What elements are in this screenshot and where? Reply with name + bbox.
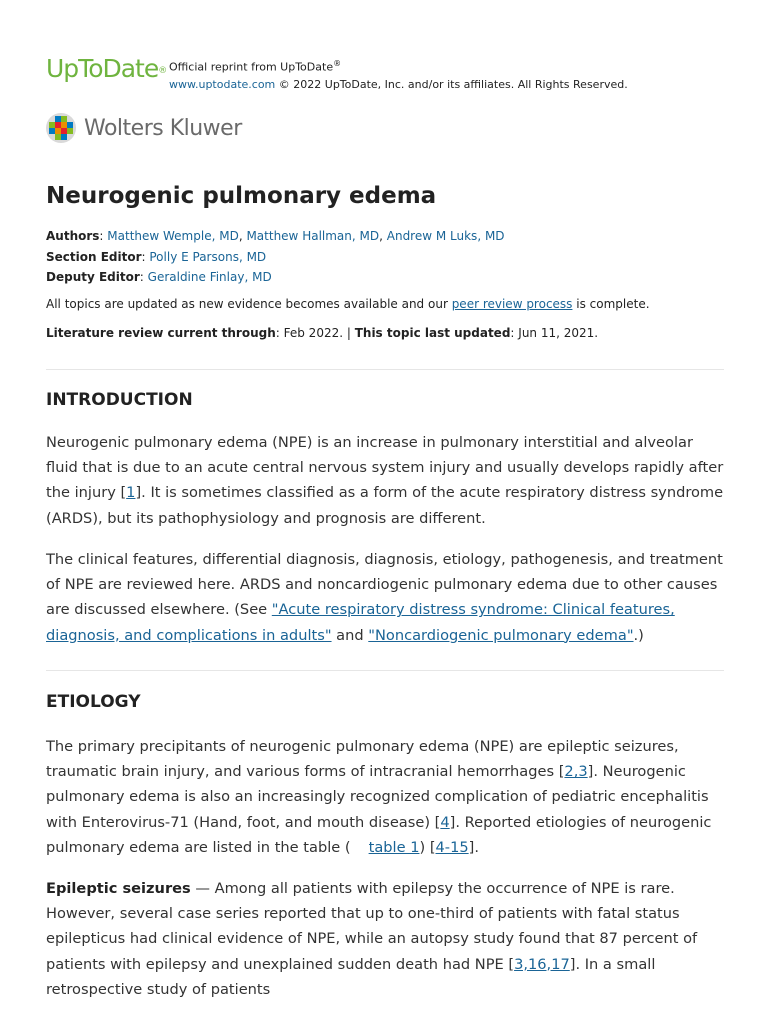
- section-divider: [46, 670, 724, 671]
- topic-link-ards[interactable]: "Acute respiratory distress syndrome: Clinical features, diagnosis, and complications in adults": [46, 601, 675, 644]
- peer-review-link[interactable]: peer review process: [451, 297, 573, 311]
- paragraph-text: The clinical features, differential diagnosis, diagnosis, etiology, pathogenesis, and treatment of NPE are reviewed here. ARDS and noncardiogenic pulmonary edema due to other causes are discussed elsewhere. (See: [46, 551, 723, 619]
- wolters-kluwer-mark-icon: [46, 113, 76, 143]
- paragraph-text: ]. Neurogenic pulmonary edema is also an increasingly recognized complication of pediatric encephalitis with Enterovirus-71 (Hand, foot, and mouth disease) [: [46, 763, 709, 831]
- lit-review-label: Literature review current through: [46, 326, 276, 340]
- page-title: Neurogenic pulmonary edema: [46, 183, 437, 209]
- article-credits: [46, 226, 505, 288]
- topic-link-noncardiogenic[interactable]: "Noncardiogenic pulmonary edema": [368, 626, 634, 644]
- section-heading-etiology: ETIOLOGY: [46, 692, 141, 712]
- intro-paragraph-2: [46, 547, 724, 648]
- logo-text: UpToDate: [46, 54, 159, 83]
- paragraph-text: ]. Reported etiologies of neurogenic pulmonary edema are listed in the table (: [46, 813, 712, 856]
- reprint-registered: ®: [333, 59, 342, 68]
- paragraph-text: .): [633, 626, 644, 644]
- paragraph-text: and: [331, 626, 369, 644]
- subsection-label: Epileptic seizures: [46, 880, 191, 897]
- deputy-editor-link[interactable]: Geraldine Finlay, MD: [147, 270, 272, 284]
- section-divider: [46, 369, 724, 370]
- publisher-logo[interactable]: [46, 113, 296, 145]
- etiology-paragraph-2: [46, 876, 724, 1002]
- update-note: [46, 295, 650, 313]
- paragraph-text: The primary precipitants of neurogenic pulmonary edema (NPE) are epileptic seizures, traumatic brain injury, and various forms of intracranial hemorrhages [: [46, 738, 679, 781]
- reprint-header: [46, 52, 724, 92]
- table-link[interactable]: table 1: [368, 838, 420, 856]
- author-link[interactable]: Matthew Hallman, MD: [246, 229, 380, 243]
- update-note-text: is complete.: [572, 297, 650, 311]
- authors-label: Authors: [46, 229, 100, 243]
- deputy-editor-line: Deputy Editor: Geraldine Finlay, MD: [46, 270, 272, 284]
- lit-review-value: : Feb 2022. |: [275, 326, 355, 340]
- paragraph-text: Neurogenic pulmonary edema (NPE) is an increase in pulmonary interstitial and alveolar fluid that is due to an acute central nervous system injury and usually develops rapidly after the injury [: [46, 434, 724, 502]
- reprint-line: Official reprint from UpToDate: [169, 60, 334, 74]
- publisher-name: Wolters Kluwer: [84, 116, 242, 141]
- reference-link[interactable]: 4: [440, 813, 450, 831]
- paragraph-text: ) [: [419, 838, 436, 856]
- reference-link[interactable]: 2,3: [564, 763, 588, 781]
- reference-link[interactable]: 4-15: [435, 838, 469, 856]
- authors-line: Authors: Matthew Wemple, MD, Matthew Hallman, MD, Andrew M Luks, MD: [46, 229, 505, 243]
- paragraph-text: ]. It is sometimes classified as a form of the acute respiratory distress syndrome (ARDS), but its pathophysiology and prognosis are different.: [46, 484, 724, 527]
- site-link[interactable]: www.uptodate.com: [169, 77, 276, 91]
- paragraph-text: ]. In a small retrospective study of patients: [46, 955, 656, 998]
- reference-link[interactable]: 3,16,17: [514, 955, 570, 973]
- uptodate-logo[interactable]: [46, 54, 167, 84]
- intro-paragraph-1: [46, 430, 724, 531]
- paragraph-text: ].: [468, 838, 479, 856]
- copyright-text: © 2022 UpToDate, Inc. and/or its affiliates. All Rights Reserved.: [275, 77, 628, 91]
- last-updated-label: This topic last updated: [354, 326, 511, 340]
- last-updated-value: : Jun 11, 2021.: [510, 326, 599, 340]
- review-dates: [46, 324, 598, 342]
- author-link[interactable]: Matthew Wemple, MD: [107, 229, 239, 243]
- logo-registered: ®: [158, 66, 168, 76]
- update-note-text: All topics are updated as new evidence becomes available and our: [46, 297, 452, 311]
- section-editor-link[interactable]: Polly E Parsons, MD: [149, 249, 267, 264]
- section-heading-introduction: INTRODUCTION: [46, 390, 193, 410]
- reprint-notice: [169, 55, 628, 93]
- author-link[interactable]: Andrew M Luks, MD: [386, 229, 505, 243]
- section-editor-line: Section Editor: Polly E Parsons, MD: [46, 249, 267, 264]
- etiology-paragraph-1: [46, 734, 724, 860]
- paragraph-text: — Among all patients with epilepsy the occurrence of NPE is rare. However, several case series reported that up to one-third of patients with fatal status epilepticus had clinical evidence of NPE, while an autopsy study found that 87 percent of patients with epilepsy and unexplained sudden death had NPE [: [46, 880, 698, 973]
- reference-link[interactable]: 1: [126, 484, 136, 502]
- section-editor-label: Section Editor: [46, 249, 142, 264]
- deputy-editor-label: Deputy Editor: [46, 270, 140, 284]
